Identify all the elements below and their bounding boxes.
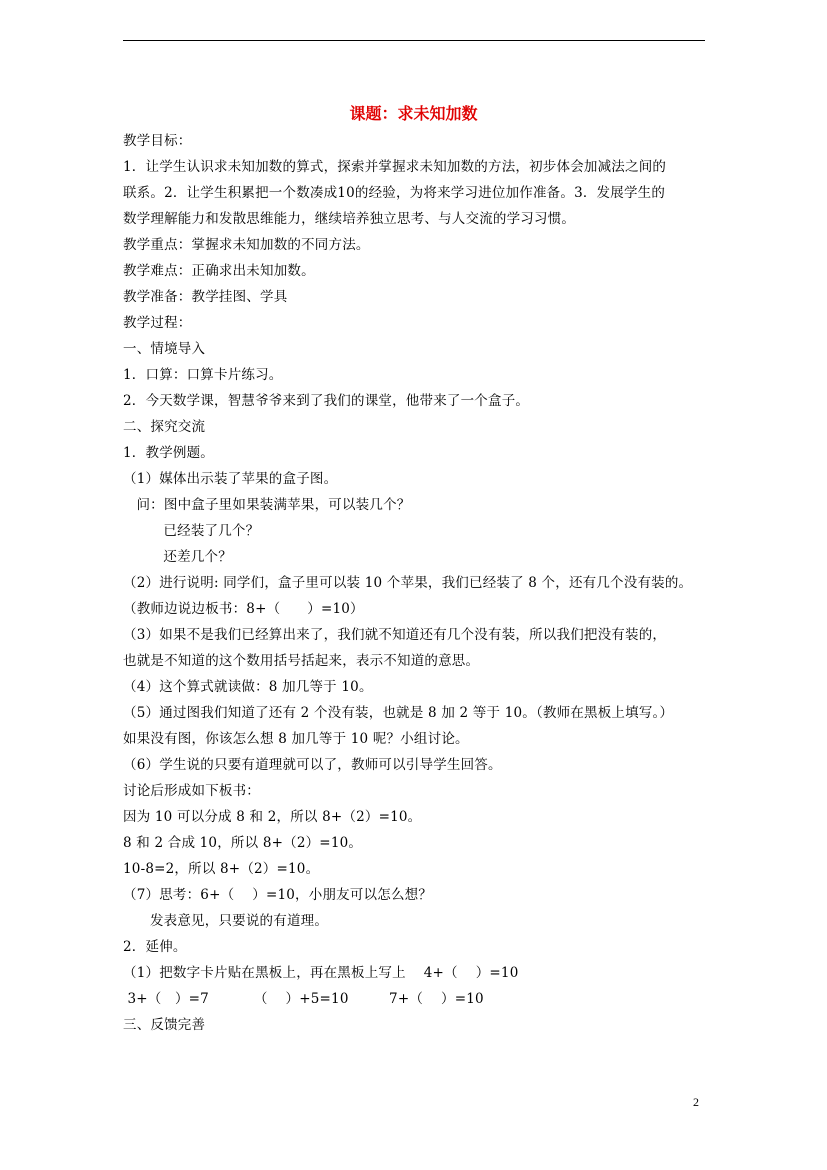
document-body <box>123 128 707 1038</box>
text-line: 3+（ ）=7 （ ）+5=10 7+（ ）=10 <box>123 991 484 1007</box>
text-line: 教学目标： <box>123 133 192 149</box>
text-line: （3）如果不是我们已经算出来了，我们就不知道还有几个没有装，所以我们把没有装的， <box>123 627 667 643</box>
text-line: 发表意见，只要说的有道理。 <box>123 913 329 929</box>
text-line: 1．口算：口算卡片练习。 <box>123 367 283 383</box>
text-line: 因为 10 可以分成 8 和 2，所以 8+（2）=10。 <box>123 809 422 825</box>
text-line: 1．让学生认识求未知加数的算式，探索并掌握求未知加数的方法，初步体会加减法之间的 <box>123 159 667 175</box>
text-line: （5）通过图我们知道了还有 2 个没有装，也就是 8 加 2 等于 10。（教师在黑板上填写。） <box>123 705 674 721</box>
text-line: （教师边说边板书：8+（ ）=10） <box>123 601 364 617</box>
text-line: 2．延伸。 <box>123 939 187 955</box>
text-line: 一、情境导入 <box>123 341 206 357</box>
text-line: 如果没有图，你该怎么想 8 加几等于 10 呢？小组讨论。 <box>123 731 469 747</box>
text-line: 也就是不知道的这个数用括号括起来，表示不知道的意思。 <box>123 653 480 669</box>
text-line: 10-8=2，所以 8+（2）=10。 <box>123 861 320 877</box>
text-line: 二、探究交流 <box>123 419 206 435</box>
text-line: 问：图中盒子里如果装满苹果，可以装几个？ <box>123 497 411 513</box>
text-line: 教学准备：教学挂图、学具 <box>123 289 288 305</box>
text-line: 8 和 2 合成 10，所以 8+（2）=10。 <box>123 835 363 851</box>
text-line: 三、反馈完善 <box>123 1017 206 1033</box>
page-number: 2 <box>693 1095 699 1109</box>
text-line: （6）学生说的只要有道理就可以了，教师可以引导学生回答。 <box>123 757 502 773</box>
text-line: 教学过程： <box>123 315 192 331</box>
text-line: 1．教学例题。 <box>123 445 214 461</box>
text-line: （1）媒体出示装了苹果的盒子图。 <box>123 471 338 487</box>
text-line: 教学难点：正确求出未知加数。 <box>123 263 315 279</box>
text-line: 2．今天数学课，智慧爷爷来到了我们的课堂，他带来了一个盒子。 <box>123 393 530 409</box>
text-line: （4）这个算式就读做：8 加几等于 10。 <box>123 679 373 695</box>
document-title: 课题：求未知加数 <box>349 104 478 123</box>
text-line: 还差几个？ <box>123 549 232 565</box>
text-line: 讨论后形成如下板书： <box>123 783 260 799</box>
text-line: （2）进行说明: 同学们，盒子里可以装 10 个苹果，我们已经装了 8 个，还有几个没有装的。 <box>123 575 693 591</box>
text-line: （7）思考：6+（ ）=10，小朋友可以怎么想？ <box>123 887 433 903</box>
header-rule <box>123 40 705 41</box>
text-line: （1）把数字卡片贴在黑板上，再在黑板上写上 4+（ ）=10 <box>123 965 519 981</box>
text-line: 教学重点：掌握求未知加数的不同方法。 <box>123 237 370 253</box>
text-line: 联系。2．让学生积累把一个数凑成10的经验，为将来学习进位加作准备。3．发展学生的 <box>123 185 666 201</box>
text-line: 数学理解能力和发散思维能力，继续培养独立思考、与人交流的学习习惯。 <box>123 211 576 227</box>
text-line: 已经装了几个？ <box>123 523 260 539</box>
